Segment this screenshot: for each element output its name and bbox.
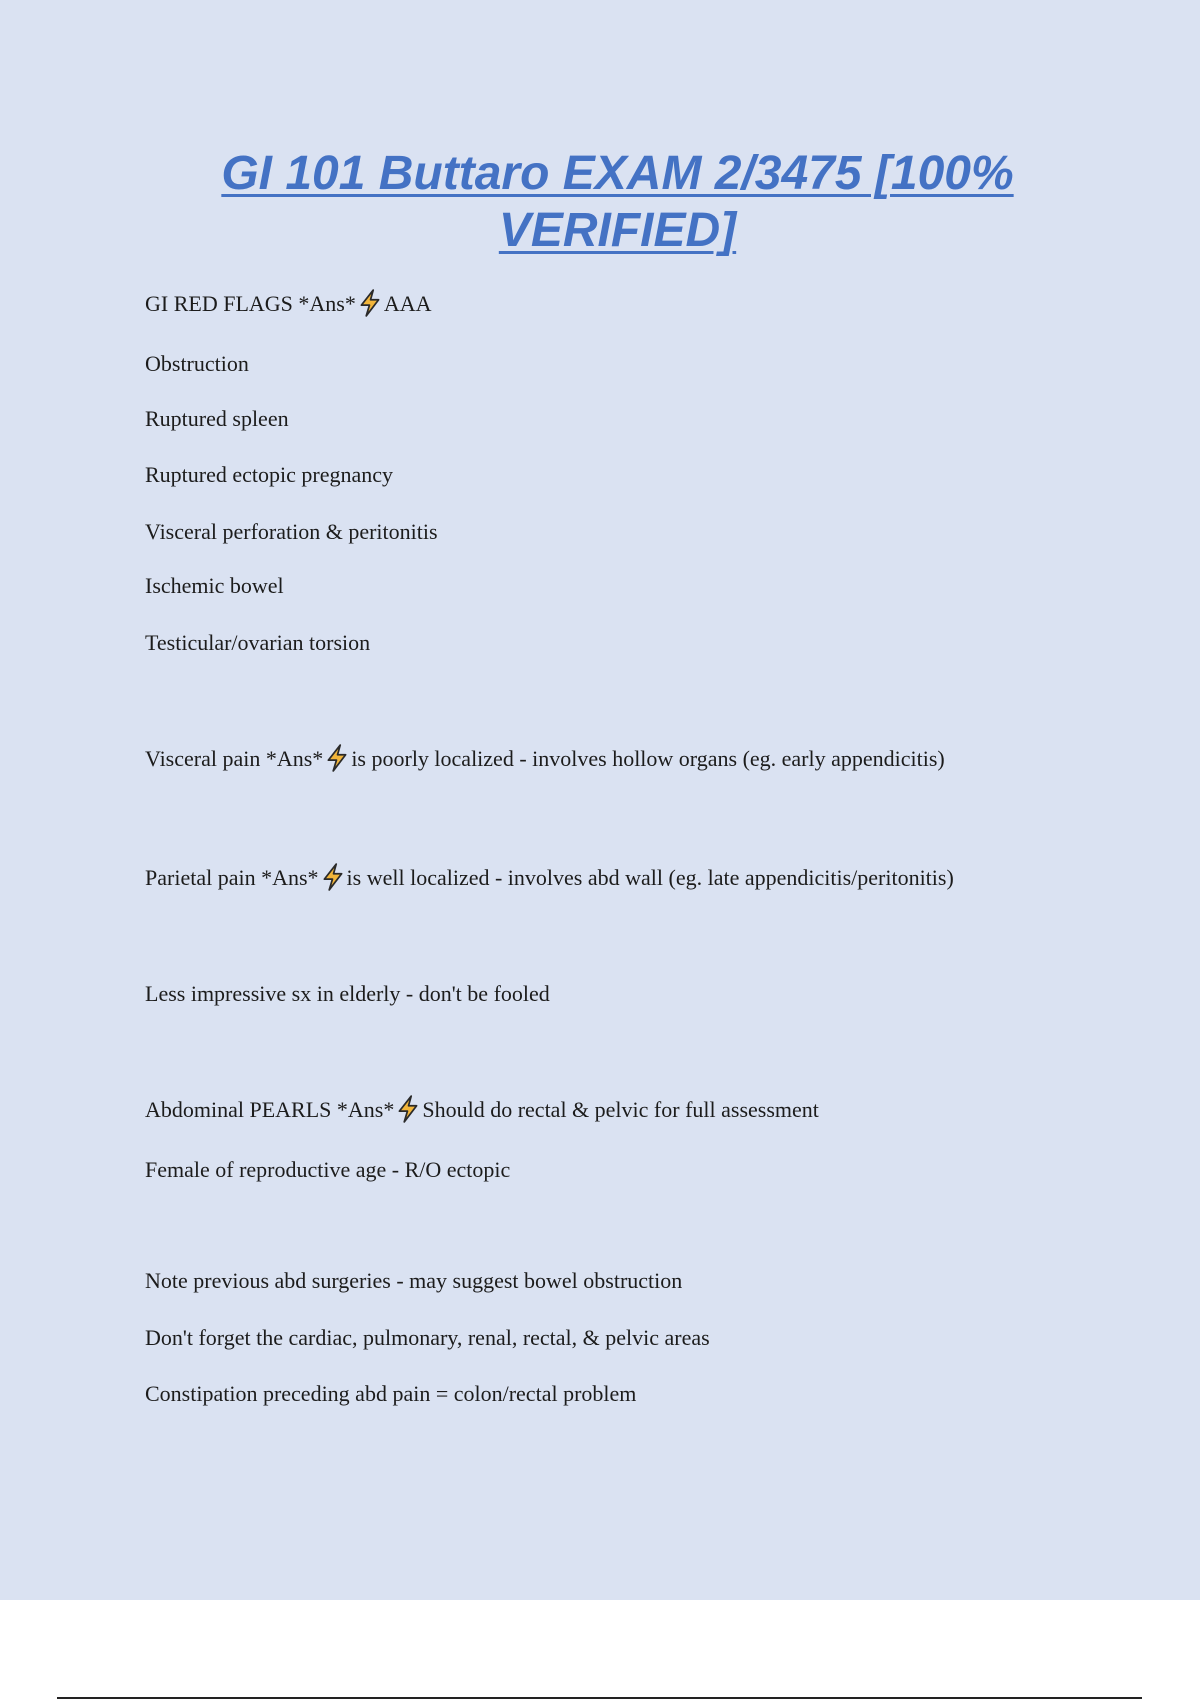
lightning-bolt-icon bbox=[320, 863, 346, 891]
visceral-pain-question: Visceral pain *Ans* bbox=[145, 746, 324, 771]
pearl-item: Constipation preceding abd pain = colon/rectal problem bbox=[145, 1381, 637, 1406]
pearl-item: Don't forget the cardiac, pulmonary, renal, rectal, & pelvic areas bbox=[145, 1325, 710, 1350]
red-flag-item: Ischemic bowel bbox=[145, 573, 284, 598]
elderly-note: Less impressive sx in elderly - don't be fooled bbox=[145, 981, 550, 1006]
red-flags-question-line bbox=[145, 289, 432, 318]
pearl-item: Female of reproductive age - R/O ectopic bbox=[145, 1157, 511, 1182]
parietal-pain-answer: is well localized - involves abd wall (eg. late appendicitis/peritonitis) bbox=[346, 865, 954, 890]
pearl-item: Note previous abd surgeries - may suggest bowel obstruction bbox=[145, 1268, 683, 1293]
visceral-pain-answer: is poorly localized - involves hollow organs (eg. early appendicitis) bbox=[351, 746, 945, 771]
footer-divider bbox=[57, 1697, 1142, 1699]
lightning-bolt-icon bbox=[357, 289, 383, 317]
parietal-pain-line bbox=[145, 863, 954, 892]
abdominal-pearls-question: Abdominal PEARLS *Ans* bbox=[145, 1097, 395, 1122]
abdominal-pearls-answer: Should do rectal & pelvic for full assessment bbox=[422, 1097, 819, 1122]
visceral-pain-line bbox=[145, 744, 945, 773]
lightning-bolt-icon bbox=[395, 1095, 421, 1123]
red-flags-question: GI RED FLAGS *Ans* bbox=[145, 291, 356, 316]
abdominal-pearls-line bbox=[145, 1095, 819, 1124]
parietal-pain-question: Parietal pain *Ans* bbox=[145, 865, 319, 890]
red-flags-answer: AAA bbox=[383, 291, 432, 316]
red-flag-item: Visceral perforation & peritonitis bbox=[145, 519, 438, 544]
document-title-line-2: VERIFIED] bbox=[498, 204, 737, 257]
lightning-bolt-icon bbox=[324, 744, 350, 772]
document-title-line-1: GI 101 Buttaro EXAM 2/3475 [100% bbox=[221, 147, 1014, 200]
red-flag-item: Obstruction bbox=[145, 351, 249, 376]
red-flag-item: Ruptured spleen bbox=[145, 406, 289, 431]
red-flag-item: Ruptured ectopic pregnancy bbox=[145, 462, 394, 487]
red-flag-item: Testicular/ovarian torsion bbox=[145, 630, 371, 655]
